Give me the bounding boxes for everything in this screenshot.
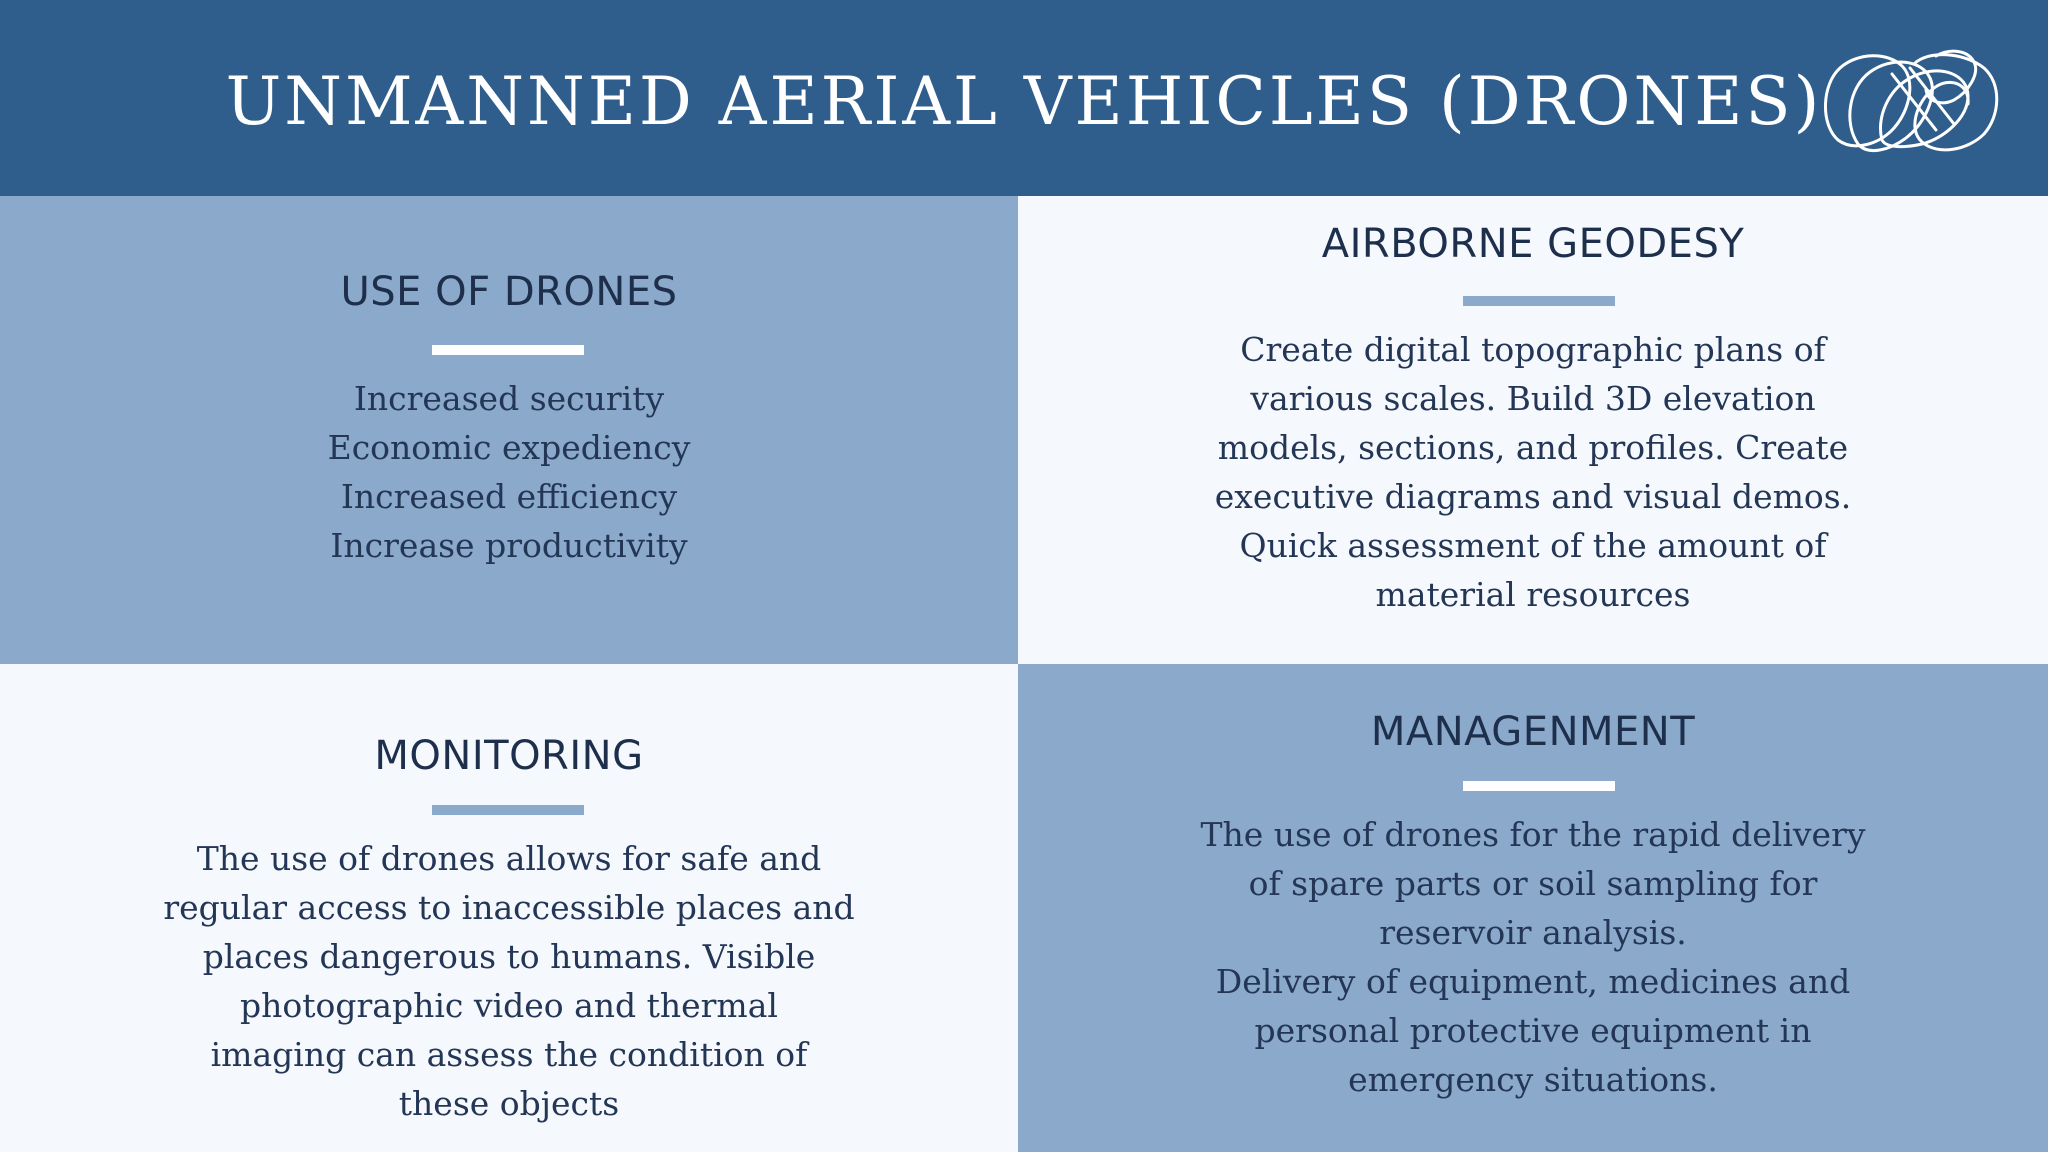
text-line: models, sections, and profiles. Create — [1217, 428, 1849, 467]
text-line: reservoir analysis. — [1379, 913, 1687, 952]
use-of-drones-divider — [432, 345, 584, 355]
monitoring-text — [0, 834, 1018, 1128]
page-title: UNMANNED AERIAL VEHICLES (DRONES) — [225, 63, 1823, 140]
text-line: regular access to inaccessible places and — [163, 888, 855, 927]
managenment-heading: MANAGENMENT — [1370, 709, 1696, 755]
text-line: photographic video and thermal — [240, 986, 778, 1025]
list-item: Increased efficiency — [340, 477, 678, 516]
text-line: personal protective equipment in — [1254, 1011, 1812, 1050]
list-item: Increase productivity — [330, 526, 688, 565]
monitoring-heading: MONITORING — [374, 733, 644, 779]
text-line: of spare parts or soil sampling for — [1248, 864, 1818, 903]
text-line: these objects — [398, 1084, 620, 1123]
panel-managenment — [1018, 664, 2048, 1152]
header-bar — [0, 0, 2048, 196]
text-line: The use of drones allows for safe and — [196, 839, 822, 878]
airborne-geodesy-heading: AIRBORNE GEODESY — [1321, 221, 1745, 267]
text-line: Quick assessment of the amount of — [1239, 526, 1827, 565]
monitoring-divider — [432, 805, 584, 815]
text-line: imaging can assess the condition of — [210, 1035, 808, 1074]
text-line: places dangerous to humans. Visible — [202, 937, 816, 976]
text-line: The use of drones for the rapid delivery — [1200, 815, 1866, 854]
list-item: Economic expediency — [327, 428, 691, 467]
managenment-divider — [1463, 781, 1615, 791]
text-line: Delivery of equipment, medicines and — [1215, 962, 1851, 1001]
airborne-geodesy-text — [1018, 325, 2048, 619]
text-line: executive diagrams and visual demos. — [1214, 477, 1852, 516]
panel-use-of-drones — [0, 196, 1018, 664]
text-line: Create digital topographic plans of — [1240, 330, 1826, 369]
panel-airborne-geodesy — [1018, 196, 2048, 664]
airborne-geodesy-divider — [1463, 296, 1615, 306]
use-of-drones-heading: USE OF DRONES — [340, 269, 678, 315]
panel-monitoring — [0, 664, 1018, 1152]
text-line: emergency situations. — [1348, 1060, 1718, 1099]
knot-logo-icon — [1818, 44, 2002, 160]
list-item: Increased security — [353, 379, 665, 418]
use-of-drones-list — [0, 374, 1018, 570]
managenment-text — [1018, 810, 2048, 1104]
text-line: various scales. Build 3D elevation — [1250, 379, 1816, 418]
text-line: material resources — [1375, 575, 1691, 614]
